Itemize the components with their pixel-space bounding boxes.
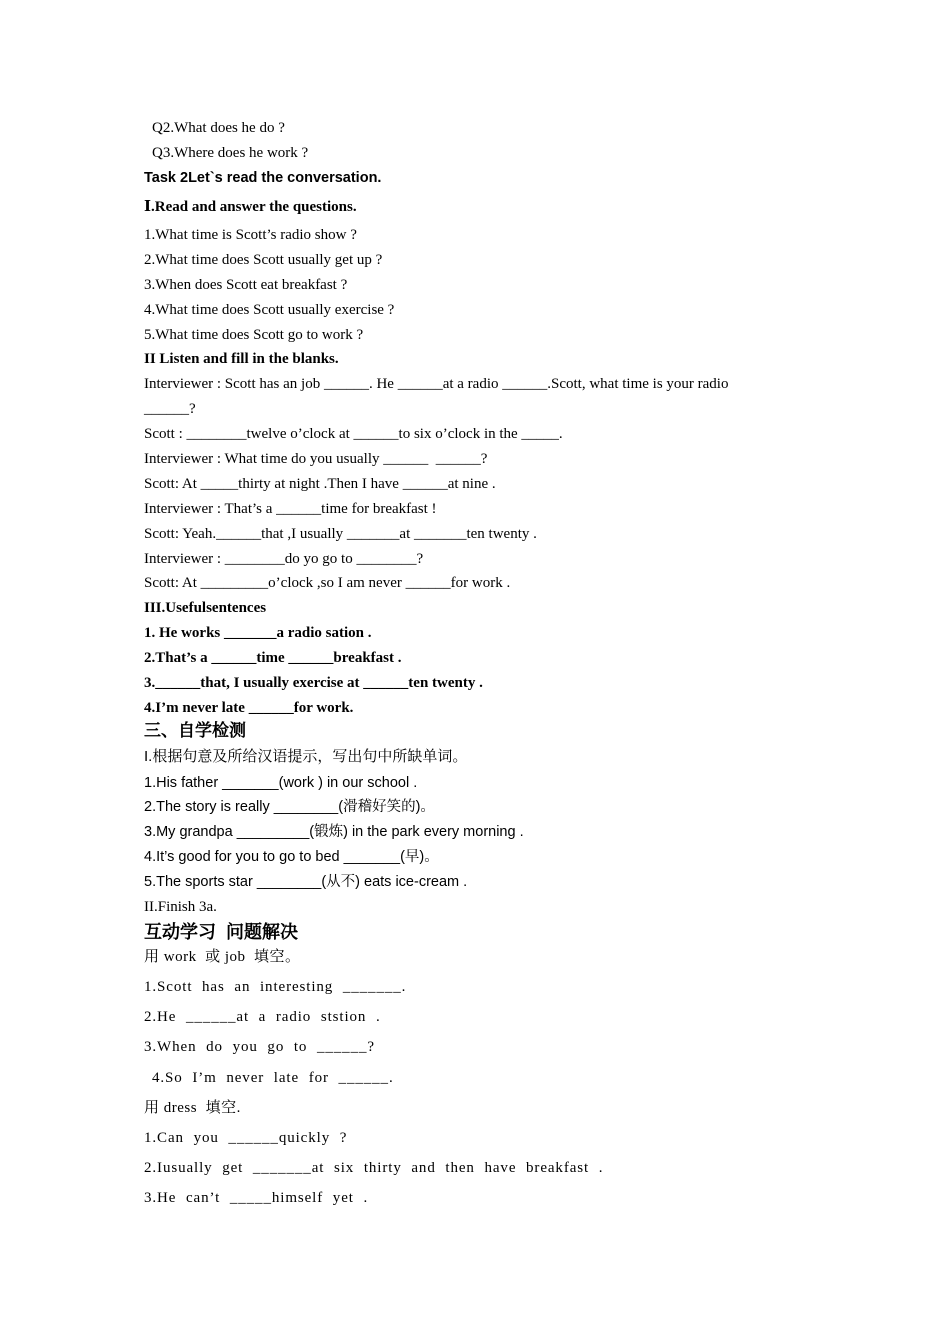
work-job-instruction: 用 work 或 job 填空。 [144,949,301,965]
dialogue-line: Scott: Yeah.______that ,I usually _______at _______ten twenty . [144,526,537,542]
dress-item: 3.He can’t _____himself yet . [144,1190,369,1206]
dialogue-line: Scott: At _________o’clock ,so I am never ______for work . [144,575,511,591]
part1-question: 2.What time does Scott usually get up ? [144,252,383,268]
self-check-item: 2.The story is really ________(滑稽好笑的)。 [144,799,435,815]
dialogue-line: Interviewer : What time do you usually ______ ______? [144,451,488,467]
intro-question-3: Q3.Where does he work ? [152,145,309,161]
finish-3a: II.Finish 3a. [144,899,217,915]
part1-question: 4.What time does Scott usually exercise ? [144,302,395,318]
self-check-item: 1.His father _______(work ) in our school . [144,775,418,791]
part1-question: 1.What time is Scott’s radio show ? [144,227,357,243]
dialogue-line: ______? [144,401,196,417]
task2-title: Task 2Let`s read the conversation. [144,170,382,186]
self-check-heading: 三、自学检测 [144,721,246,740]
useful-sentence: 4.I’m never late ______for work. [144,700,354,716]
intro-question-2: Q2.What does he do ? [152,120,285,136]
part1-question: 3.When does Scott eat breakfast ? [144,277,348,293]
part1-heading: Ⅰ.Read and answer the questions. [144,199,357,215]
work-job-item: 1.Scott has an interesting _______. [144,979,407,995]
dialogue-line: Scott: At _____thirty at night .Then I have ______at nine . [144,476,496,492]
work-job-item: 4.So I’m never late for ______. [152,1070,394,1086]
dialogue-line: Scott : ________twelve o’clock at ______to six o’clock in the _____. [144,426,563,442]
interactive-heading: 互动学习 问题解决 [144,922,299,942]
self-check-item: 5.The sports star ________(从不) eats ice-cream . [144,874,468,890]
dress-instruction: 用 dress 填空. [144,1100,241,1116]
dialogue-line: Interviewer : That’s a ______time for breakfast ! [144,501,437,517]
self-check-item: 4.It’s good for you to go to bed _______(早)。 [144,849,439,865]
dress-item: 1.Can you ______quickly ? [144,1130,348,1146]
part2-heading: II Listen and fill in the blanks. [144,351,339,367]
dialogue-line: Interviewer : Scott has an job ______. He ______at a radio ______.Scott, what time is your radio [144,376,729,392]
part1-question: 5.What time does Scott go to work ? [144,327,364,343]
useful-sentence: 3.______that, I usually exercise at ______ten twenty . [144,675,483,691]
work-job-item: 2.He ______at a radio ststion . [144,1009,381,1025]
useful-sentence: 2.That’s a ______time ______breakfast . [144,650,402,666]
self-check-item: 3.My grandpa _________(锻炼) in the park every morning . [144,824,524,840]
part3-heading: III.Usefulsentences [144,600,267,616]
dress-item: 2.Iusually get _______at six thirty and then have breakfast . [144,1160,604,1176]
self-check-instruction: I.根据句意及所给汉语提示，写出句中所缺单词。 [144,748,468,765]
work-job-item: 3.When do you go to ______? [144,1039,375,1055]
dialogue-line: Interviewer : ________do yo go to ________? [144,551,424,567]
useful-sentence: 1. He works _______a radio sation . [144,625,372,641]
